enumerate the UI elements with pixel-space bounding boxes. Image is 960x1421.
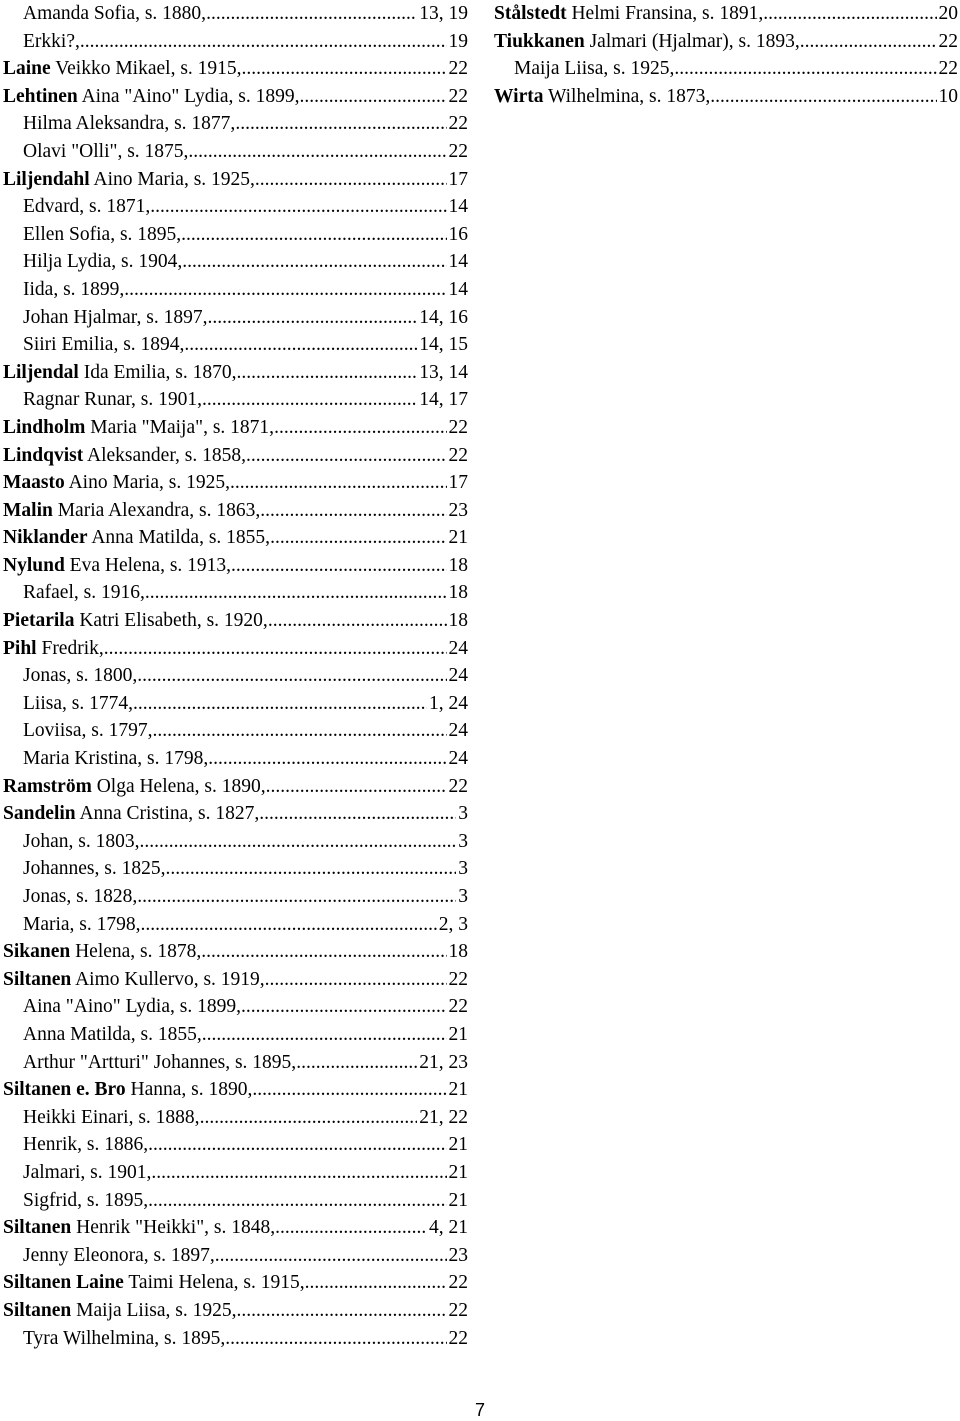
entry-given-name: Anna Matilda, s. 1855, — [23, 1023, 202, 1045]
entry-pages: 14 — [448, 251, 468, 273]
dot-leader — [270, 524, 446, 552]
dot-leader — [165, 855, 456, 883]
index-entry — [3, 717, 468, 745]
dot-leader — [800, 28, 937, 56]
entry-given-name: Maria, s. 1798, — [23, 913, 141, 935]
index-entry — [3, 1021, 468, 1049]
entry-pages: 3 — [458, 803, 468, 825]
entry-given-name: Jalmari (Hjalmar), s. 1893, — [589, 30, 800, 52]
entry-pages: 21, 22 — [419, 1106, 468, 1128]
entry-pages: 22 — [448, 968, 468, 990]
entry-pages: 17 — [448, 472, 468, 494]
entry-given-name: Liisa, s. 1774, — [23, 692, 133, 714]
entry-given-name: Tyra Wilhelmina, s. 1895, — [23, 1327, 226, 1349]
dot-leader — [763, 0, 936, 28]
entry-name — [3, 524, 270, 552]
dot-leader — [201, 938, 446, 966]
entry-name — [3, 773, 266, 801]
dot-leader — [230, 469, 447, 497]
entry-name — [3, 28, 80, 56]
entry-pages: 3 — [458, 886, 468, 907]
entry-name — [3, 855, 165, 883]
index-entry — [3, 414, 468, 442]
dot-leader — [296, 1049, 417, 1077]
index-entry — [3, 386, 468, 414]
entry-name — [3, 110, 235, 138]
entry-given-name: Eva Helena, s. 1913, — [69, 554, 232, 576]
index-entry — [3, 966, 468, 994]
dot-leader — [124, 276, 446, 304]
entry-given-name: Aleksander, s. 1858, — [87, 444, 247, 466]
index-entry — [494, 28, 958, 56]
entry-pages: 16 — [448, 223, 468, 245]
dot-leader — [241, 993, 447, 1021]
entry-name — [3, 883, 137, 911]
entry-surname: Ramström — [3, 775, 92, 797]
entry-pages: 13, 19 — [419, 3, 468, 24]
entry-pages: 22 — [938, 58, 958, 80]
entry-pages: 14, 16 — [419, 306, 468, 328]
entry-given-name: Maija Liisa, s. 1925, — [76, 1299, 237, 1321]
entry-name — [3, 993, 241, 1021]
entry-name — [3, 276, 124, 304]
entry-name — [3, 469, 230, 497]
entry-surname: Malin — [3, 499, 53, 521]
entry-pages: 10 — [938, 85, 958, 107]
entry-name — [494, 28, 800, 56]
index-column-right — [494, 0, 958, 110]
dot-leader — [145, 579, 447, 607]
index-entry — [3, 662, 468, 690]
entry-pages: 23 — [448, 1244, 468, 1266]
entry-given-name: Jalmari, s. 1901, — [23, 1161, 152, 1183]
entry-name — [3, 1242, 215, 1270]
entry-pages: 1, 24 — [429, 692, 468, 714]
entry-surname: Sandelin — [3, 803, 76, 825]
entry-pages: 23 — [448, 499, 468, 521]
dot-leader — [225, 1325, 446, 1353]
entry-pages: 3 — [458, 858, 468, 880]
entry-given-name: Amanda Sofia, s. 1880, — [23, 3, 207, 24]
index-entry — [3, 110, 468, 138]
entry-pages: 2, 3 — [438, 913, 468, 935]
entry-pages: 21 — [448, 1189, 468, 1211]
entry-given-name: Katri Elisabeth, s. 1920, — [79, 610, 268, 632]
entry-name — [3, 386, 202, 414]
index-entry — [3, 635, 468, 663]
dot-leader — [259, 800, 456, 828]
entry-name — [3, 552, 231, 580]
dot-leader — [202, 386, 417, 414]
entry-name — [3, 248, 182, 276]
entry-given-name: Aino Maria, s. 1925, — [93, 168, 255, 190]
entry-name — [3, 690, 133, 718]
entry-given-name: Aimo Kullervo, s. 1919, — [75, 968, 265, 990]
entry-given-name: Jonas, s. 1800, — [23, 665, 138, 687]
index-entry — [3, 166, 468, 194]
entry-pages: 22 — [448, 996, 468, 1018]
index-entry — [3, 552, 468, 580]
index-entry — [3, 1159, 468, 1187]
entry-pages: 14 — [448, 278, 468, 300]
entry-given-name: Hilja Lydia, s. 1904, — [23, 251, 183, 273]
index-column-left — [3, 0, 468, 1352]
entry-name — [3, 717, 152, 745]
entry-pages: 22 — [448, 1272, 468, 1294]
index-entry — [3, 442, 468, 470]
entry-pages: 24 — [448, 748, 468, 770]
entry-pages: 21 — [448, 1161, 468, 1183]
entry-surname: Stålstedt — [494, 3, 567, 24]
entry-name — [3, 497, 260, 525]
dot-leader — [137, 662, 446, 690]
dot-leader — [255, 166, 447, 194]
entry-surname: Tiukkanen — [494, 30, 585, 52]
dot-leader — [182, 248, 446, 276]
entry-surname: Niklander — [3, 527, 88, 549]
entry-pages: 22 — [938, 30, 958, 52]
entry-name — [3, 800, 259, 828]
entry-name — [3, 1049, 296, 1077]
entry-given-name: Wilhelmina, s. 1873, — [548, 85, 711, 107]
entry-name — [3, 911, 141, 939]
dot-leader — [152, 717, 446, 745]
entry-pages: 21, 23 — [419, 1051, 468, 1073]
entry-given-name: Maija Liisa, s. 1925, — [514, 58, 675, 80]
dot-leader — [674, 55, 936, 83]
entry-surname: Siltanen — [3, 1217, 72, 1239]
entry-given-name: Heikki Einari, s. 1888, — [23, 1106, 200, 1128]
index-entry — [3, 855, 468, 883]
entry-pages: 22 — [448, 140, 468, 162]
entry-given-name: Loviisa, s. 1797, — [23, 720, 153, 742]
entry-given-name: Maria Alexandra, s. 1863, — [57, 499, 261, 521]
index-entry — [3, 828, 468, 856]
entry-given-name: Maria Kristina, s. 1798, — [23, 748, 209, 770]
entry-given-name: Jenny Eleonora, s. 1897, — [23, 1244, 215, 1266]
entry-given-name: Aina "Aino" Lydia, s. 1899, — [81, 85, 300, 107]
entry-surname: Siltanen — [3, 1299, 72, 1321]
entry-name — [3, 1021, 202, 1049]
entry-given-name: Erkki?, — [23, 30, 80, 52]
entry-surname: Liljendal — [3, 361, 79, 383]
dot-leader — [206, 0, 417, 28]
entry-given-name: Ida Emilia, s. 1870, — [83, 361, 237, 383]
entry-surname: Siltanen — [3, 968, 72, 990]
entry-given-name: Sigfrid, s. 1895, — [23, 1189, 149, 1211]
index-entry — [3, 911, 468, 939]
entry-name — [3, 1187, 148, 1215]
entry-name — [494, 55, 674, 83]
entry-given-name: Siiri Emilia, s. 1894, — [23, 334, 185, 356]
entry-given-name: Helena, s. 1878, — [75, 941, 202, 963]
entry-pages: 19 — [448, 30, 468, 52]
entry-given-name: Fredrik, — [41, 637, 104, 659]
dot-leader — [207, 304, 417, 332]
index-entry — [3, 1297, 468, 1325]
entry-surname: Nylund — [3, 554, 65, 576]
dot-leader — [305, 1269, 447, 1297]
entry-given-name: Aino Maria, s. 1925, — [68, 472, 230, 494]
entry-name — [3, 828, 139, 856]
entry-pages: 22 — [448, 416, 468, 438]
index-entry — [3, 83, 468, 111]
entry-name — [3, 0, 206, 28]
index-entry — [3, 1269, 468, 1297]
entry-pages: 18 — [448, 582, 468, 604]
dot-leader — [268, 607, 447, 635]
entry-pages: 13, 14 — [419, 361, 468, 383]
dot-leader — [184, 331, 417, 359]
index-entry — [3, 938, 468, 966]
entry-name — [3, 166, 255, 194]
entry-pages: 18 — [448, 610, 468, 632]
entry-name — [3, 938, 201, 966]
index-entry — [3, 745, 468, 773]
dot-leader — [148, 1131, 446, 1159]
entry-given-name: Helmi Fransina, s. 1891, — [571, 3, 764, 24]
entry-given-name: Ellen Sofia, s. 1895, — [23, 223, 182, 245]
dot-leader — [242, 55, 447, 83]
entry-name — [3, 414, 274, 442]
entry-name — [3, 1297, 236, 1325]
index-entry — [3, 497, 468, 525]
entry-pages: 24 — [448, 637, 468, 659]
index-entry — [3, 55, 468, 83]
entry-name — [3, 745, 208, 773]
entry-pages: 24 — [448, 665, 468, 687]
entry-pages: 14, 17 — [419, 389, 468, 411]
entry-surname: Liljendahl — [3, 168, 90, 190]
entry-given-name: Hilma Aleksandra, s. 1877, — [23, 113, 236, 135]
dot-leader — [274, 414, 446, 442]
entry-pages: 22 — [448, 775, 468, 797]
dot-leader — [181, 221, 446, 249]
entry-pages: 21 — [448, 1134, 468, 1156]
entry-pages: 3 — [458, 830, 468, 852]
entry-name — [3, 635, 104, 663]
entry-pages: 14 — [448, 196, 468, 218]
entry-given-name: Ragnar Runar, s. 1901, — [23, 389, 203, 411]
entry-surname: Lindqvist — [3, 444, 84, 466]
dot-leader — [215, 1242, 447, 1270]
page-number: 7 — [474, 1400, 485, 1420]
index-entry — [3, 1131, 468, 1159]
entry-name — [3, 1131, 148, 1159]
dot-leader — [150, 193, 446, 221]
index-entry — [3, 883, 468, 911]
entry-given-name: Aina "Aino" Lydia, s. 1899, — [23, 996, 241, 1018]
index-entry — [3, 304, 468, 332]
entry-name — [494, 0, 763, 28]
entry-pages: 20 — [938, 3, 958, 24]
dot-leader — [141, 911, 437, 939]
entry-given-name: Olga Helena, s. 1890, — [96, 775, 266, 797]
entry-given-name: Hanna, s. 1890, — [130, 1079, 253, 1101]
entry-pages: 22 — [448, 58, 468, 80]
entry-given-name: Henrik "Heikki", s. 1848, — [76, 1217, 276, 1239]
dot-leader — [208, 745, 446, 773]
index-entry — [494, 83, 958, 111]
entry-name — [3, 221, 181, 249]
entry-name — [3, 1159, 151, 1187]
index-entry — [3, 579, 468, 607]
index-entry — [494, 0, 958, 28]
entry-given-name: Veikko Mikael, s. 1915, — [55, 58, 242, 80]
entry-pages: 17 — [448, 168, 468, 190]
entry-name — [3, 304, 207, 332]
entry-name — [3, 966, 265, 994]
entry-name — [3, 138, 188, 166]
index-entry — [3, 524, 468, 552]
dot-leader — [104, 635, 447, 663]
entry-given-name: Rafael, s. 1916, — [23, 582, 145, 604]
entry-given-name: Olavi "Olli", s. 1875, — [23, 140, 189, 162]
dot-leader — [231, 552, 446, 580]
index-entry — [3, 800, 468, 828]
dot-leader — [236, 1297, 446, 1325]
index-entry — [3, 607, 468, 635]
entry-name — [3, 442, 246, 470]
entry-pages: 22 — [448, 1327, 468, 1349]
dot-leader — [235, 110, 446, 138]
entry-given-name: Johan Hjalmar, s. 1897, — [23, 306, 208, 328]
entry-name — [3, 359, 236, 387]
entry-pages: 18 — [448, 941, 468, 963]
entry-given-name: Henrik, s. 1886, — [23, 1134, 149, 1156]
dot-leader — [137, 883, 456, 911]
index-entry — [3, 993, 468, 1021]
entry-pages: 24 — [448, 720, 468, 742]
index-entry — [3, 1049, 468, 1077]
entry-surname: Pietarila — [3, 610, 75, 632]
entry-surname: Sikanen — [3, 941, 71, 963]
dot-leader — [265, 966, 447, 994]
entry-surname: Maasto — [3, 472, 65, 494]
entry-given-name: Johannes, s. 1825, — [23, 858, 166, 880]
entry-pages: 18 — [448, 554, 468, 576]
index-entry — [3, 221, 468, 249]
entry-name — [3, 1214, 275, 1242]
index-entry — [3, 1104, 468, 1132]
entry-name — [3, 607, 268, 635]
dot-leader — [266, 773, 447, 801]
dot-leader — [139, 828, 456, 856]
index-entry — [3, 1242, 468, 1270]
entry-pages: 21 — [448, 1079, 468, 1101]
entry-given-name: Iida, s. 1899, — [23, 278, 125, 300]
dot-leader — [252, 1076, 446, 1104]
dot-leader — [300, 83, 447, 111]
entry-name — [3, 1076, 252, 1104]
dot-leader — [202, 1021, 447, 1049]
entry-surname: Lindholm — [3, 416, 86, 438]
entry-name — [3, 662, 137, 690]
entry-given-name: Jonas, s. 1828, — [23, 886, 138, 907]
index-entry — [3, 276, 468, 304]
entry-surname: Siltanen Laine — [3, 1272, 124, 1294]
dot-leader — [246, 442, 446, 470]
index-entry — [3, 690, 468, 718]
dot-leader — [80, 28, 447, 56]
entry-pages: 22 — [448, 1299, 468, 1321]
entry-name — [3, 1104, 200, 1132]
entry-pages: 22 — [448, 85, 468, 107]
entry-pages: 14, 15 — [419, 334, 468, 356]
index-entry — [3, 1214, 468, 1242]
entry-pages: 22 — [448, 113, 468, 135]
index-entry — [3, 1325, 468, 1353]
entry-pages: 21 — [448, 1023, 468, 1045]
dot-leader — [260, 497, 446, 525]
index-entry — [3, 138, 468, 166]
index-entry — [3, 28, 468, 56]
entry-given-name: Edvard, s. 1871, — [23, 196, 151, 218]
entry-name — [3, 55, 242, 83]
index-entry — [3, 331, 468, 359]
index-entry — [3, 1187, 468, 1215]
entry-given-name: Johan, s. 1803, — [23, 830, 140, 852]
entry-name — [3, 83, 300, 111]
entry-name — [3, 193, 150, 221]
entry-given-name: Anna Cristina, s. 1827, — [79, 803, 260, 825]
index-entry — [3, 0, 468, 28]
entry-given-name: Arthur "Artturi" Johannes, s. 1895, — [23, 1051, 297, 1073]
entry-given-name: Maria "Maija", s. 1871, — [90, 416, 275, 438]
entry-name — [494, 83, 710, 111]
entry-name — [3, 1269, 305, 1297]
entry-name — [3, 579, 145, 607]
dot-leader — [148, 1187, 446, 1215]
index-entry — [494, 55, 958, 83]
entry-given-name: Taimi Helena, s. 1915, — [128, 1272, 305, 1294]
entry-surname: Wirta — [494, 85, 544, 107]
index-entry — [3, 773, 468, 801]
dot-leader — [133, 690, 427, 718]
dot-leader — [710, 83, 936, 111]
index-entry — [3, 359, 468, 387]
dot-leader — [188, 138, 446, 166]
entry-surname: Pihl — [3, 637, 37, 659]
entry-surname: Siltanen e. Bro — [3, 1079, 126, 1101]
dot-leader — [275, 1214, 427, 1242]
dot-leader — [236, 359, 417, 387]
entry-pages: 4, 21 — [429, 1217, 468, 1239]
index-entry — [3, 193, 468, 221]
index-entry — [3, 469, 468, 497]
entry-given-name: Anna Matilda, s. 1855, — [91, 527, 271, 549]
index-entry — [3, 1076, 468, 1104]
entry-name — [3, 1325, 225, 1353]
index-entry — [3, 248, 468, 276]
entry-surname: Lehtinen — [3, 85, 78, 107]
entry-pages: 22 — [448, 444, 468, 466]
entry-pages: 21 — [448, 527, 468, 549]
dot-leader — [151, 1159, 446, 1187]
dot-leader — [200, 1104, 418, 1132]
entry-surname: Laine — [3, 58, 51, 80]
entry-name — [3, 331, 184, 359]
